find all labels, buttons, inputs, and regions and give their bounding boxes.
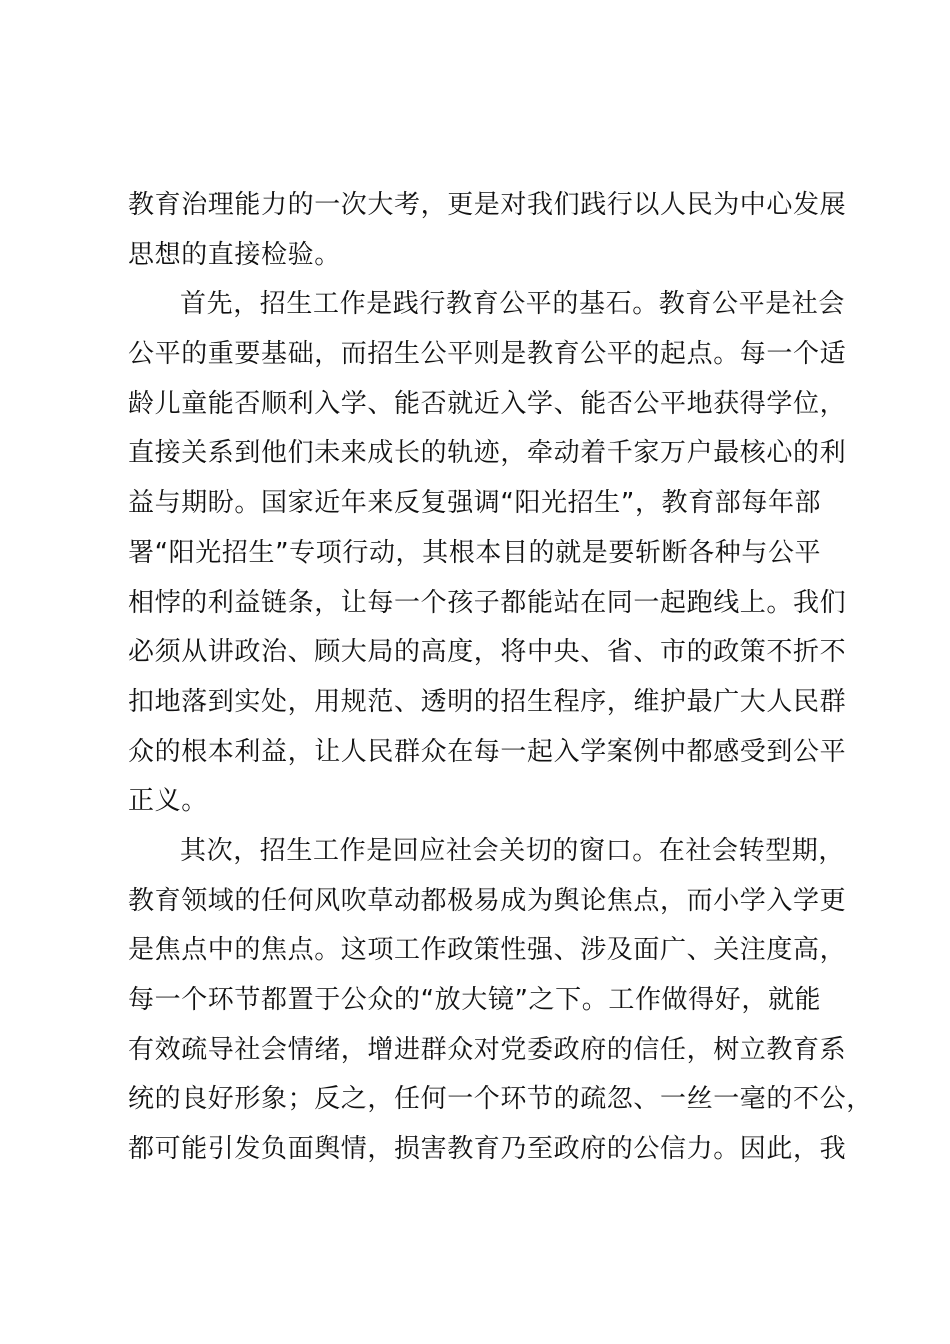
- text-line: 众的根本利益，让人民群众在每一起入学案例中都感受到公平: [128, 736, 847, 767]
- text-line: 是焦点中的焦点。这项工作政策性强、涉及面广、关注度高，: [128, 935, 847, 966]
- document-body: [128, 181, 873, 1175]
- text-line: 其次，招生工作是回应社会关切的窗口。在社会转型期，: [180, 835, 846, 866]
- text-line: 直接关系到他们未来成长的轨迹，牵动着千家万户最核心的利: [128, 438, 847, 469]
- text-line: 公平的重要基础，而招生公平则是教育公平的起点。每一个适: [128, 339, 847, 370]
- text-line: 扣地落到实处，用规范、透明的招生程序，维护最广大人民群: [128, 686, 847, 717]
- text-line: 正义。: [128, 786, 208, 817]
- text-line: 统的良好形象；反之，任何一个环节的疏忽、一丝一毫的不公，: [128, 1084, 873, 1115]
- text-line: 首先，招生工作是践行教育公平的基石。教育公平是社会: [180, 289, 846, 320]
- paragraph-2: [128, 280, 848, 827]
- text-line: 龄儿童能否顺利入学、能否就近入学、能否公平地获得学位，: [128, 388, 847, 419]
- text-line: 署“阳光招生”专项行动，其根本目的就是要斩断各种与公平: [128, 537, 822, 568]
- text-line: 思想的直接检验。: [128, 239, 341, 270]
- paragraph-3: [128, 827, 873, 1175]
- text-line: 教育治理能力的一次大考，更是对我们践行以人民为中心发展: [128, 190, 847, 220]
- text-line: 都可能引发负面舆情，损害教育乃至政府的公信力。因此，我: [128, 1134, 847, 1165]
- paragraph-1: [128, 181, 848, 280]
- text-line: 必须从讲政治、顾大局的高度，将中央、省、市的政策不折不: [128, 637, 847, 668]
- text-line: 相悖的利益链条，让每一个孩子都能站在同一起跑线上。我们: [128, 587, 847, 618]
- text-line: 每一个环节都置于公众的“放大镜”之下。工作做得好，就能: [128, 985, 822, 1015]
- text-line: 教育领域的任何风吹草动都极易成为舆论焦点，而小学入学更: [128, 885, 847, 916]
- text-line: 益与期盼。国家近年来反复强调“阳光招生”，教育部每年部: [128, 488, 822, 519]
- text-line: 有效疏导社会情绪，增进群众对党委政府的信任，树立教育系: [128, 1034, 847, 1065]
